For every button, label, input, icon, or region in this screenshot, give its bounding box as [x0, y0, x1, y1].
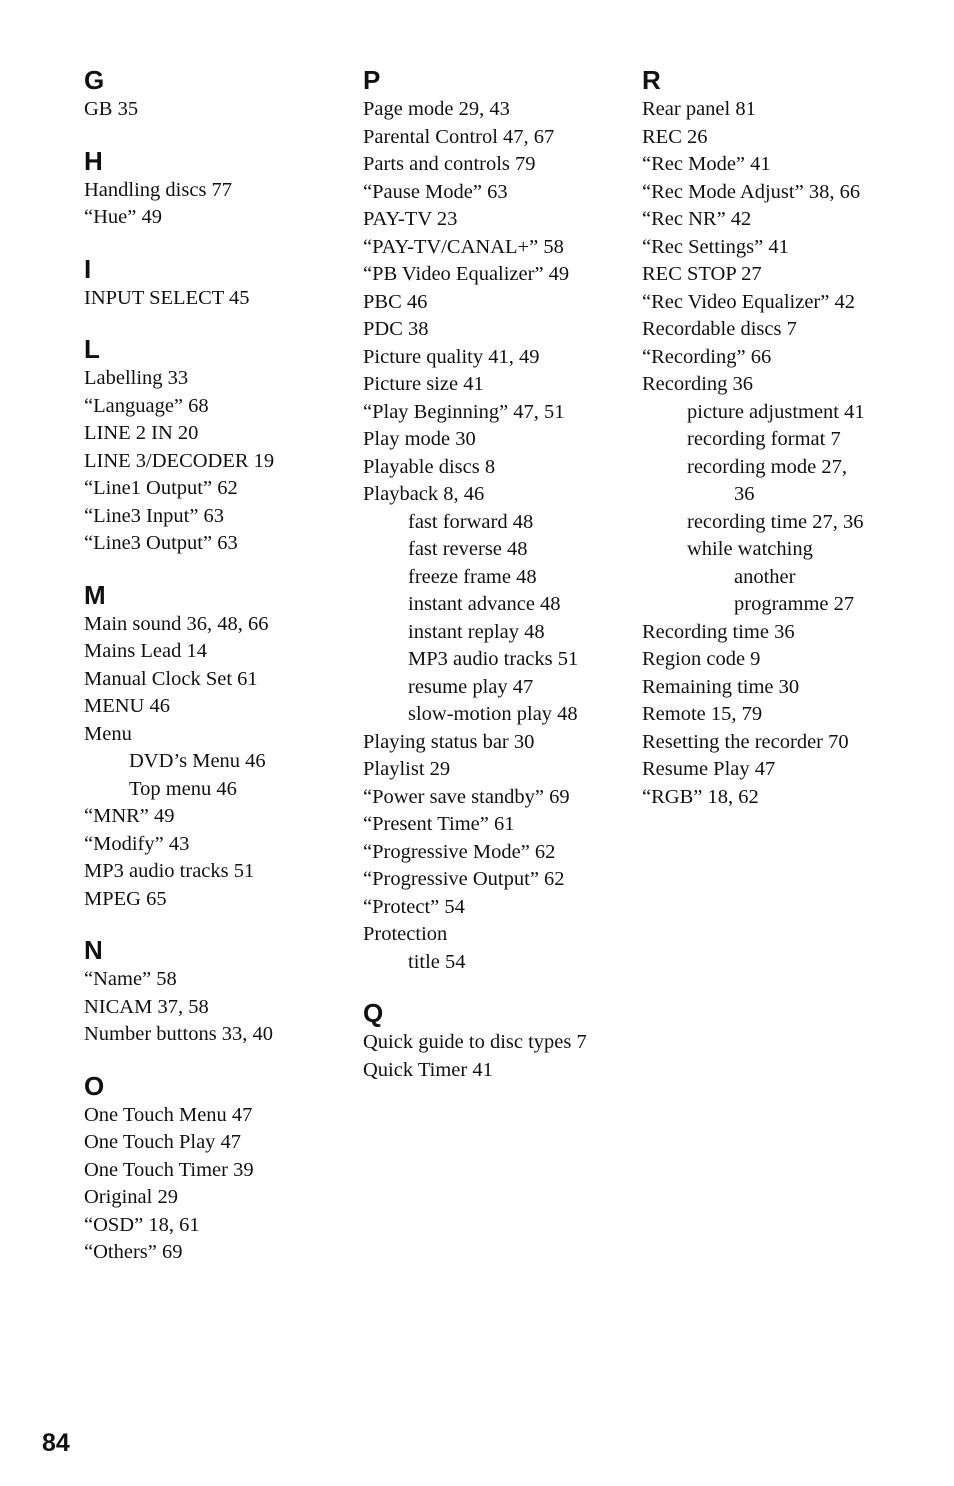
index-entry: One Touch Timer 39: [84, 1158, 254, 1181]
index-entry: NICAM 37, 58: [84, 995, 209, 1018]
index-entry: REC STOP 27: [642, 263, 762, 285]
index-entry: “Rec Mode Adjust” 38, 66: [642, 180, 861, 203]
index-section-m: [84, 579, 344, 914]
index-subentry: programme 27: [734, 593, 855, 615]
index-subentry: picture adjustment 41: [687, 400, 865, 423]
index-subentry: slow-motion play 48: [408, 703, 578, 725]
index-entry: Quick guide to disc types 7: [363, 1031, 587, 1053]
index-entry: Labelling 33: [84, 367, 189, 389]
section-letter: R: [642, 65, 661, 95]
index-subentry: fast reverse 48: [408, 538, 528, 560]
index-entry: Playlist 29: [363, 758, 451, 780]
index-entry: Remote 15, 79: [642, 703, 763, 725]
index-entry: Handling discs 77: [84, 178, 233, 201]
index-subentry: while watching: [687, 538, 813, 560]
index-entry: Mains Lead 14: [84, 640, 207, 662]
index-subentry: recording format 7: [687, 428, 841, 450]
index-section-p: [363, 64, 633, 976]
index-entry: Remaining time 30: [642, 675, 800, 698]
index-entry-list: [363, 1029, 633, 1084]
index-entry-list: [84, 966, 344, 1049]
index-entry: MPEG 65: [84, 887, 167, 910]
index-entry: Main sound 36, 48, 66: [84, 612, 269, 635]
index-subentry: resume play 47: [408, 675, 534, 698]
index-entry: “Power save standby” 69: [363, 785, 570, 808]
index-entry: Rear panel 81: [642, 98, 756, 120]
index-entry-list: [84, 1102, 344, 1267]
index-subentry: fast forward 48: [408, 510, 534, 533]
index-entry: One Touch Menu 47: [84, 1103, 253, 1126]
index-entry: Manual Clock Set 61: [84, 667, 258, 690]
index-entry: “Hue” 49: [84, 206, 162, 228]
index-section-q: [363, 997, 633, 1084]
section-letter: Q: [363, 998, 384, 1028]
index-entry: Picture quality 41, 49: [363, 345, 540, 368]
index-entry-list: [84, 285, 344, 313]
section-letter: G: [84, 65, 105, 95]
index-subentry: DVD’s Menu 46: [129, 750, 266, 772]
index-subentry: freeze frame 48: [408, 565, 537, 588]
index-subentry: recording mode 27,: [687, 455, 847, 478]
index-entry: Playback 8, 46: [363, 483, 485, 505]
index-column-3: [642, 64, 942, 832]
index-entry: “Rec Video Equalizer” 42: [642, 290, 855, 313]
index-section-n: [84, 934, 344, 1049]
index-subentry: 36: [734, 483, 755, 505]
index-entry: MP3 audio tracks 51: [84, 860, 255, 882]
index-section-r: [642, 64, 942, 811]
section-letter: O: [84, 1070, 105, 1101]
index-entry: Number buttons 33, 40: [84, 1023, 274, 1045]
index-entry: INPUT SELECT 45: [84, 286, 250, 309]
index-section-g: [84, 64, 344, 124]
section-letter: I: [84, 253, 92, 284]
index-entry: PAY-TV 23: [363, 208, 458, 230]
index-entry: “Rec NR” 42: [642, 208, 752, 230]
index-entry: Recordable discs 7: [642, 318, 797, 340]
index-entry: “Name” 58: [84, 968, 177, 990]
index-entry-list: [642, 96, 942, 811]
index-entry: Parts and controls 79: [363, 153, 536, 175]
index-entry: “Rec Settings” 41: [642, 235, 789, 258]
index-section-o: [84, 1070, 344, 1267]
index-entry: “Progressive Mode” 62: [363, 840, 556, 863]
index-section-h: [84, 145, 344, 232]
index-entry: GB 35: [84, 98, 139, 120]
index-entry: LINE 2 IN 20: [84, 422, 199, 444]
index-entry: “Language” 68: [84, 394, 209, 417]
index-entry: Picture size 41: [363, 373, 484, 395]
index-entry: “Pause Mode” 63: [363, 180, 508, 203]
index-entry: PBC 46: [363, 290, 428, 313]
index-section-i: [84, 253, 344, 313]
index-entry-list: [84, 611, 344, 914]
index-entry: PDC 38: [363, 318, 429, 340]
index-entry-list: [84, 177, 344, 232]
index-entry: “PB Video Equalizer” 49: [363, 263, 570, 285]
index-subentry: Top menu 46: [129, 777, 237, 800]
index-entry: Playable discs 8: [363, 455, 496, 478]
index-subentry: instant replay 48: [408, 620, 545, 643]
index-entry: “Others” 69: [84, 1241, 183, 1263]
index-entry: “RGB” 18, 62: [642, 785, 759, 808]
index-entry: “Modify” 43: [84, 832, 190, 855]
index-entry: Protection: [363, 923, 448, 945]
index-entry: REC 26: [642, 125, 708, 148]
index-entry: Region code 9: [642, 648, 761, 670]
index-entry: Recording time 36: [642, 620, 795, 643]
index-entry: Page mode 29, 43: [363, 98, 510, 120]
section-letter: P: [363, 65, 381, 95]
index-entry-list: [84, 365, 344, 558]
index-entry: One Touch Play 47: [84, 1131, 242, 1153]
index-entry: “MNR” 49: [84, 805, 175, 827]
index-entry: “OSD” 18, 61: [84, 1213, 200, 1236]
index-section-l: [84, 333, 344, 558]
section-letter: H: [84, 145, 103, 176]
index-entry: Playing status bar 30: [363, 730, 535, 753]
page-number: 84: [42, 1429, 70, 1457]
index-entry: Original 29: [84, 1186, 178, 1208]
section-letter: N: [84, 935, 103, 965]
index-entry: “Present Time” 61: [363, 813, 515, 835]
index-subentry: instant advance 48: [408, 593, 561, 615]
index-entry: “Line1 Output” 62: [84, 477, 238, 499]
section-letter: M: [84, 579, 106, 610]
index-entry: “Line3 Input” 63: [84, 504, 225, 527]
section-letter: L: [84, 334, 100, 364]
index-entry-list: [84, 96, 344, 124]
index-subentry: another: [734, 565, 796, 588]
index-entry: “Play Beginning” 47, 51: [363, 400, 565, 423]
index-subentry: recording time 27, 36: [687, 510, 864, 533]
index-entry: Menu: [84, 722, 132, 745]
index-entry: Recording 36: [642, 373, 754, 395]
index-subentry: title 54: [408, 950, 466, 973]
index-entry: “PAY-TV/CANAL+” 58: [363, 235, 564, 258]
index-entry: “Recording” 66: [642, 345, 772, 368]
index-entry: “Rec Mode” 41: [642, 153, 771, 175]
index-entry-list: [363, 96, 633, 976]
index-column-1: [84, 64, 344, 1288]
index-column-2: [363, 64, 633, 1105]
index-entry: Resetting the recorder 70: [642, 730, 849, 753]
index-entry: Play mode 30: [363, 428, 476, 450]
index-entry: “Protect” 54: [363, 895, 465, 918]
index-entry: “Line3 Output” 63: [84, 532, 238, 554]
index-entry: “Progressive Output” 62: [363, 868, 565, 890]
index-entry: LINE 3/DECODER 19: [84, 449, 275, 472]
index-entry: Parental Control 47, 67: [363, 125, 555, 148]
index-entry: MENU 46: [84, 695, 170, 717]
index-entry: Quick Timer 41: [363, 1058, 493, 1081]
index-subentry: MP3 audio tracks 51: [408, 648, 579, 670]
index-entry: Resume Play 47: [642, 758, 776, 780]
